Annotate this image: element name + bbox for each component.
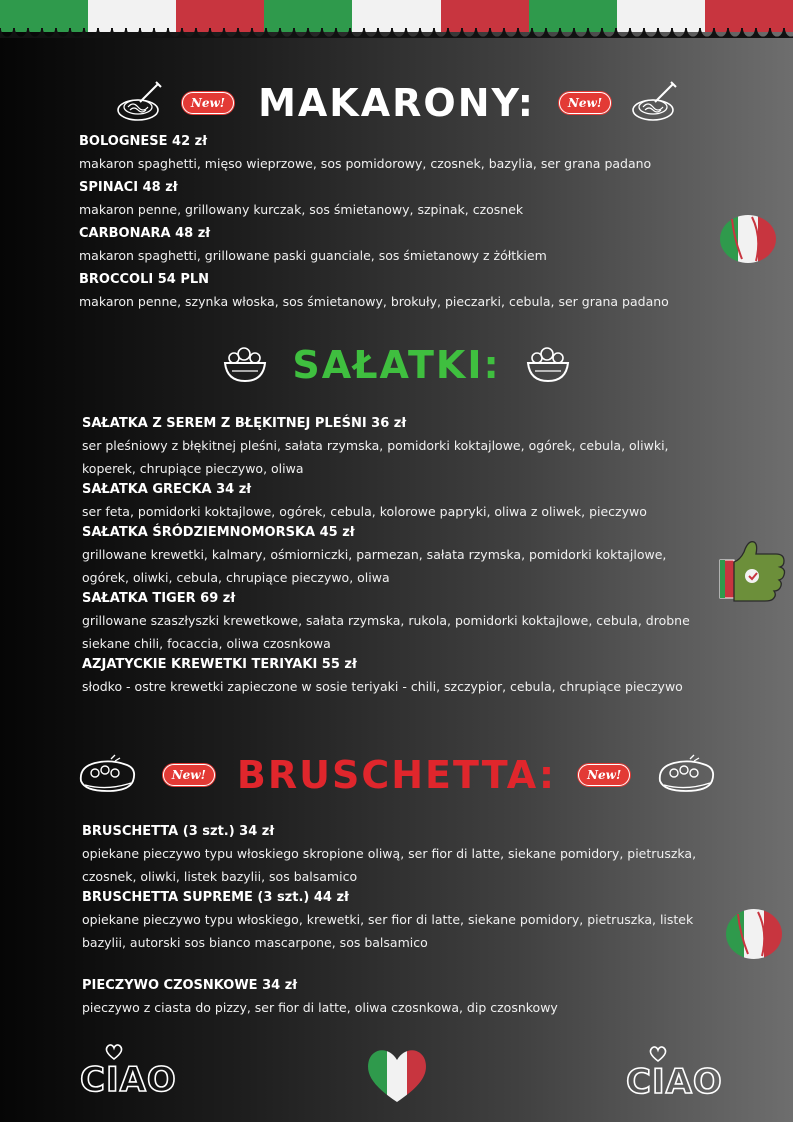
ciao-text: CIAO xyxy=(80,1060,177,1100)
salad-bowl-icon xyxy=(222,345,268,385)
new-badge: New! xyxy=(163,764,215,786)
menu-item-name: BRUSCHETTA SUPREME (3 szt.) 44 zł xyxy=(82,890,349,905)
makarony-heading xyxy=(0,78,793,128)
bruschetta-list xyxy=(82,822,718,1019)
menu-item-name: CARBONARA 48 zł xyxy=(79,226,211,241)
menu-item-name: AZJATYCKIE KREWETKI TERIYAKI 55 zł xyxy=(82,657,357,672)
new-badge: New! xyxy=(578,764,630,786)
menu-item-name: SPINACI 48 zł xyxy=(79,180,178,195)
heart-outline-icon xyxy=(104,1043,124,1061)
new-badge: New! xyxy=(559,92,611,114)
spaghetti-plate-icon xyxy=(629,80,679,126)
menu-item-description: grillowane krewetki, kalmary, ośmiorniczki, parmezan, sałata rzymska, pomidorki koktajlowe, ogórek, oliwki, cebula, chrupiące pieczywo, oliwa xyxy=(82,547,667,585)
salad-bowl-icon xyxy=(525,345,571,385)
menu-item-name: BOLOGNESE 42 zł xyxy=(79,134,208,149)
salatki-title: SAŁATKI: xyxy=(292,343,501,387)
bruschetta-icon xyxy=(656,751,716,799)
menu-item-name: SAŁATKA Z SEREM Z BŁĘKITNEJ PLEŚNI 36 zł xyxy=(82,416,407,431)
flag-banner xyxy=(0,0,793,32)
bruschetta-icon xyxy=(77,751,137,799)
menu-item-description: opiekane pieczywo typu włoskiego skropione oliwą, ser fior di latte, siekane pomidory, pietruszka, czosnek, oliwki, listek bazylii, sos balsamico xyxy=(82,846,697,884)
menu-item-name: SAŁATKA TIGER 69 zł xyxy=(82,591,236,606)
menu-item-name: SAŁATKA GRECKA 34 zł xyxy=(82,482,252,497)
menu-item-description: słodko - ostre krewetki zapieczone w sosie teriyaki - chili, szczypior, cebula, chrupiące pieczywo xyxy=(82,679,683,694)
menu-item-name: BRUSCHETTA (3 szt.) 34 zł xyxy=(82,824,275,839)
bruschetta-heading xyxy=(0,748,793,802)
menu-item-description: makaron penne, grillowany kurczak, sos śmietanowy, szpinak, czosnek xyxy=(79,202,524,217)
italian-flag-bubble-icon xyxy=(718,213,778,269)
menu-item-name: BROCCOLI 54 PLN xyxy=(79,272,210,287)
makarony-list xyxy=(79,132,719,313)
bruschetta-title: BRUSCHETTA: xyxy=(236,753,557,797)
menu-item-description: makaron spaghetti, mięso wieprzowe, sos pomidorowy, czosnek, bazylia, ser grana padano xyxy=(79,156,652,171)
menu-item-description: grillowane szaszłyszki krewetkowe, sałata rzymska, rukola, pomidorki koktajlowe, cebula, drobne siekane chili, focaccia, oliwa czosnkowa xyxy=(82,613,690,651)
salatki-heading xyxy=(0,340,793,390)
menu-item-description: makaron penne, szynka włoska, sos śmietanowy, brokuły, pieczarki, cebula, ser grana padano xyxy=(79,294,669,309)
menu-item-description: opiekane pieczywo typu włoskiego, krewetki, ser fior di latte, siekane pomidory, pietruszka, listek bazylii, autorski sos bianco mascarpone, sos balsamico xyxy=(82,912,694,950)
heart-outline-icon xyxy=(648,1045,668,1063)
menu-item-description: pieczywo z ciasta do pizzy, ser fior di latte, oliwa czosnkowa, dip czosnkowy xyxy=(82,1000,558,1015)
makarony-title: MAKARONY: xyxy=(258,81,535,125)
menu-item-description: ser feta, pomidorki koktajlowe, ogórek, cebula, kolorowe papryki, oliwa z oliwek, pieczywo xyxy=(82,504,647,519)
spaghetti-plate-icon xyxy=(114,80,164,126)
italian-flag-bubble-icon xyxy=(724,906,784,962)
salatki-list xyxy=(82,414,700,698)
menu-item-name: SAŁATKA ŚRÓDZIEMNOMORSKA 45 zł xyxy=(82,525,355,540)
menu-item-description: ser pleśniowy z błękitnej pleśni, sałata rzymska, pomidorki koktajlowe, ogórek, cebula, oliwki, koperek, chrupiące pieczywo, oliwa xyxy=(82,438,669,476)
new-badge: New! xyxy=(182,92,234,114)
ciao-text: CIAO xyxy=(626,1062,723,1102)
italian-hand-icon xyxy=(718,536,790,602)
menu-item-description: makaron spaghetti, grillowane paski guanciale, sos śmietanowy z żółtkiem xyxy=(79,248,547,263)
menu-item-name: PIECZYWO CZOSNKOWE 34 zł xyxy=(82,978,298,993)
italian-heart-icon xyxy=(365,1046,429,1104)
